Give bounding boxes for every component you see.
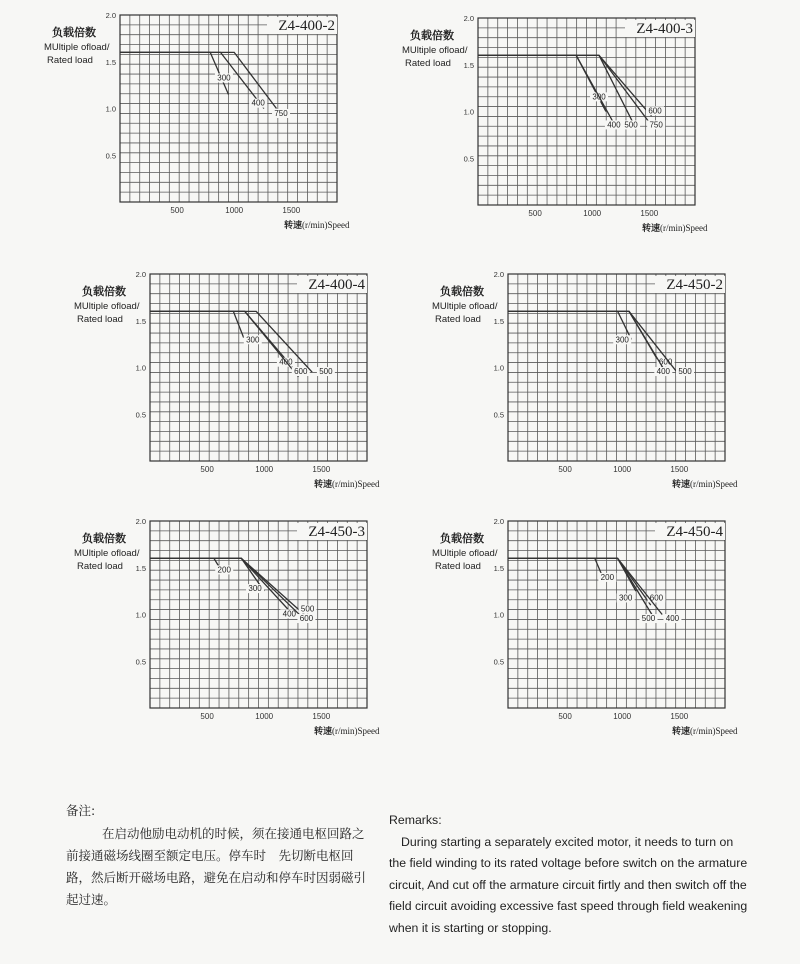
- series-label-400: 400: [607, 120, 621, 130]
- chart-grid: [120, 15, 337, 202]
- y-axis-label-cn: 负载倍数: [52, 26, 96, 39]
- y-axis-label-cn: 负载倍数: [82, 532, 126, 545]
- y-tick-label: 1.5: [135, 563, 146, 573]
- series-label-300: 300: [618, 593, 633, 603]
- y-tick-label: 2.0: [463, 14, 474, 23]
- chart-title: Z4-400-3: [636, 21, 693, 37]
- y-tick-label: 1.0: [493, 610, 504, 620]
- y-axis-label-en: MUltiple ofload/: [74, 301, 140, 312]
- series-label-750: 750: [274, 108, 288, 118]
- chart-title: Z4-450-3: [308, 524, 365, 540]
- y-tick-label: 1.5: [463, 60, 474, 70]
- series-line-600: [508, 311, 662, 367]
- x-tick-label: 500: [558, 712, 572, 721]
- remarks-chinese: [66, 800, 366, 911]
- y-axis-label-en: Rated load: [435, 561, 481, 572]
- series-line-300: [120, 52, 229, 94]
- series-label-300: 300: [592, 92, 606, 102]
- series-label-600: 600: [294, 367, 308, 377]
- x-axis-label: 转速(r/min)Speed: [314, 726, 380, 737]
- series-line-600: [150, 311, 298, 376]
- series-line-400: [508, 558, 662, 614]
- x-tick-label: 1000: [255, 465, 274, 474]
- x-axis-label: 转速(r/min)Speed: [314, 479, 380, 490]
- series-label-400: 400: [251, 98, 265, 108]
- series-label-500: 500: [319, 367, 333, 377]
- y-tick-label: 0.5: [493, 410, 504, 420]
- y-tick-label: 0.5: [135, 657, 146, 667]
- series-line-300: [508, 311, 631, 339]
- y-tick-label: 0.5: [463, 154, 474, 164]
- x-axis-label: 转速(r/min)Speed: [672, 726, 738, 737]
- y-tick-label: 1.0: [105, 104, 116, 114]
- x-tick-label: 1500: [312, 712, 331, 721]
- series-label-400: 400: [279, 357, 293, 367]
- chart-title: Z4-450-2: [666, 277, 723, 293]
- x-tick-label: 1500: [640, 209, 659, 218]
- y-tick-label: 1.0: [135, 610, 146, 620]
- chart-panel-5: [74, 517, 380, 737]
- y-tick-label: 2.0: [493, 270, 504, 279]
- y-axis-label-cn: 负载倍数: [440, 285, 484, 298]
- remarks-en-heading: Remarks:: [389, 813, 442, 827]
- y-tick-label: 0.5: [135, 410, 146, 420]
- x-tick-label: 1000: [583, 209, 602, 218]
- y-tick-label: 1.0: [493, 363, 504, 373]
- x-axis-label: 转速(r/min)Speed: [672, 479, 738, 490]
- y-axis-label-cn: 负载倍数: [410, 29, 454, 42]
- x-tick-label: 1000: [613, 465, 632, 474]
- x-tick-label: 500: [200, 712, 214, 721]
- y-axis-label-en: MUltiple ofload/: [44, 42, 110, 53]
- series-label-600: 600: [299, 614, 314, 624]
- series-line-400: [150, 311, 293, 367]
- y-axis-label-cn: 负载倍数: [82, 285, 126, 298]
- y-axis-label-en: Rated load: [77, 314, 123, 325]
- chart-title: Z4-450-4: [666, 524, 723, 540]
- remarks-english: [389, 810, 749, 939]
- y-axis-label-en: Rated load: [435, 314, 481, 325]
- x-tick-label: 1500: [312, 465, 331, 474]
- chart-panel-6: [432, 517, 738, 737]
- y-tick-label: 1.5: [493, 563, 504, 573]
- series-label-200: 200: [217, 565, 231, 575]
- chart-panel-2: [402, 14, 708, 234]
- y-tick-label: 0.5: [493, 657, 504, 667]
- y-tick-label: 2.0: [135, 270, 146, 279]
- series-line-300: [150, 311, 244, 337]
- chart-panel-4: [432, 270, 738, 490]
- y-tick-label: 2.0: [105, 11, 116, 20]
- chart-grid: [508, 521, 725, 708]
- y-tick-label: 1.5: [105, 57, 116, 67]
- series-line-500: [508, 558, 652, 614]
- series-label-300: 300: [217, 73, 231, 83]
- y-axis-label-en: MUltiple ofload/: [432, 548, 498, 559]
- y-axis-label-en: MUltiple ofload/: [432, 301, 498, 312]
- series-label-600: 600: [649, 593, 664, 603]
- remarks-cn-heading: 备注:: [66, 803, 96, 818]
- chart-panel-1: [44, 11, 350, 231]
- x-tick-label: 500: [170, 206, 184, 215]
- x-tick-label: 1000: [255, 712, 274, 721]
- x-tick-label: 1500: [670, 465, 689, 474]
- series-label-500: 500: [300, 604, 315, 614]
- series-label-600: 600: [658, 357, 673, 367]
- y-axis-label-en: Rated load: [47, 55, 93, 66]
- series-label-400: 400: [282, 609, 297, 619]
- series-label-750: 750: [649, 120, 663, 130]
- series-label-200: 200: [600, 572, 615, 582]
- y-tick-label: 1.5: [135, 316, 146, 326]
- x-axis-label: 转速(r/min)Speed: [284, 220, 350, 231]
- y-axis-label-en: MUltiple ofload/: [402, 45, 468, 56]
- x-tick-label: 500: [558, 465, 572, 474]
- y-axis-label-en: Rated load: [405, 58, 451, 69]
- chart-title: Z4-400-2: [278, 18, 335, 34]
- remarks-en-body: During starting a separately excited motor, it needs to turn on the field winding to its rated voltage before switch on the armature circuit, And cut off the armature circuit firtly and then switch off the field circuit avoiding excessive fast speed through field weakening when it is starting or stopping.: [389, 834, 748, 935]
- series-line-500: [508, 311, 677, 372]
- x-tick-label: 500: [200, 465, 214, 474]
- x-tick-label: 1000: [225, 206, 244, 215]
- series-label-500: 500: [641, 614, 656, 624]
- x-tick-label: 1500: [670, 712, 689, 721]
- series-line-200: [508, 558, 603, 577]
- y-axis-label-en: Rated load: [77, 561, 123, 572]
- x-tick-label: 1500: [282, 206, 301, 215]
- series-label-400: 400: [656, 367, 671, 377]
- y-axis-label-cn: 负载倍数: [440, 532, 484, 545]
- y-tick-label: 1.5: [493, 316, 504, 326]
- series-label-300: 300: [246, 335, 260, 345]
- x-tick-label: 1000: [613, 712, 632, 721]
- y-axis-label-en: MUltiple ofload/: [74, 548, 140, 559]
- series-line-500: [478, 55, 634, 125]
- chart-grid: [150, 521, 367, 708]
- y-tick-label: 2.0: [135, 517, 146, 526]
- series-label-300: 300: [248, 584, 262, 594]
- series-label-400: 400: [665, 614, 680, 624]
- series-label-500: 500: [624, 120, 638, 130]
- series-label-300: 300: [615, 335, 629, 345]
- y-tick-label: 1.0: [135, 363, 146, 373]
- x-tick-label: 500: [528, 209, 542, 218]
- chart-panel-3: [74, 270, 380, 490]
- x-axis-label: 转速(r/min)Speed: [642, 223, 708, 234]
- y-tick-label: 0.5: [105, 151, 116, 161]
- y-tick-label: 1.0: [463, 107, 474, 117]
- chart-title: Z4-400-4: [308, 277, 365, 293]
- series-line-400: [120, 52, 264, 108]
- series-label-500: 500: [678, 367, 692, 377]
- series-label-600: 600: [648, 106, 662, 116]
- remarks-cn-body: 在启动他励电动机的时候，须在接通电枢回路之前接通磁场线圈至额定电压。停车时 先切断电枢回路，然后断开磁场电路，避免在启动和停车时因弱磁引起过速。: [66, 826, 367, 907]
- y-tick-label: 2.0: [493, 517, 504, 526]
